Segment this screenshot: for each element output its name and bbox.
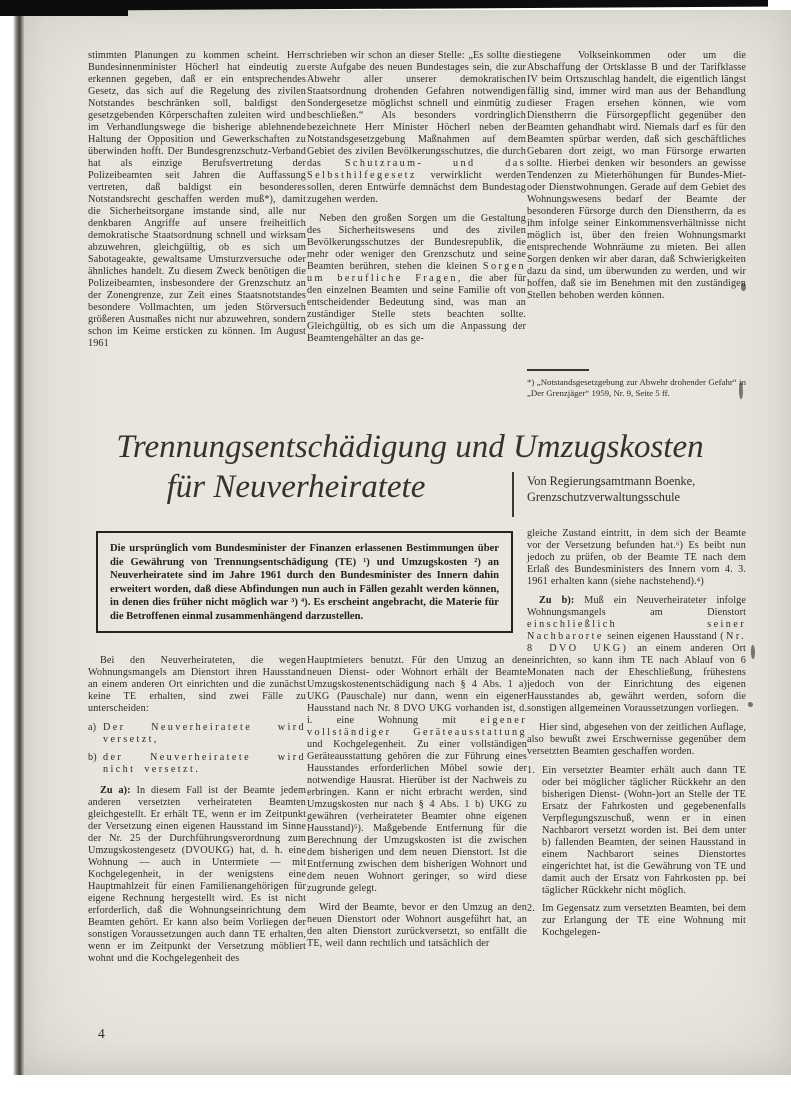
page-number: 4 bbox=[98, 1026, 105, 1041]
list-marker: b) bbox=[88, 752, 97, 763]
paragraph-text: an einem anderen Ort einrichten, so kann ihm TE nach Ablauf von 6 Monaten nach der Eheschließung, frühestens jedoch von der Einrichtung des eigenen Hausstandes ab, gewährt werden, soforn die sonstigen allgemeinen Voraussetzungen vorliegen. bbox=[527, 643, 746, 714]
paragraph-text: schrieben wir schon an dieser Stelle: „Es sollte die erste Aufgabe des neuen Bundestages sein, die zur Abwehr aller unserer demokratischen Staatsordnung drohenden Gefahren notwendigen Sondergesetze möglichst schnell und einmütig zu beschließen.“ Als besonders vordringlich bezeichnete Herr Minister Höcherl neben der Notstandsgesetzgebung Maßnahmen auf dem Gebiet des zivilen Bevölkerungsschutzes, die durch das bbox=[307, 50, 526, 169]
bottom-left-column bbox=[88, 655, 306, 965]
scan-edge-shadow bbox=[13, 10, 24, 1075]
paragraph-text: stimmten Planungen zu kommen scheint. Herr Bundesinnenminister Höcherl hat eindeutig zu erkennen gegeben, daß er ein entsprechendes Gesetz, das sich auf die Regelung des zivilen Notstandes beschränken soll, baldigst den gesetzgebenden Körperschaften zuleiten wird und im Verhandlungswege die bisherige ablehnende Haltung der Opposition und Gewerkschaften zu überwinden hofft. Der Bundesgrenzschutz-Verband hat als einzige Berufsvertretung der Polizeibeamten seit Jahren die Auffassung vertreten, daß baldigst ein besonderes Notstandsrecht geschaffen werden muß*), damit die Sicherheitsorgane imstande sind, alle nur denkbaren Angriffe auf unsere freiheitlich demokratische Staatsordnung schnell und wirksam abzuwehren, gleichgültig, ob es sich um Sabotageakte, gewaltsame Umsturzversuche oder ähnliches handelt. Zu diesem Zweck benötigen die Polizeibeamten, insbesondere der Grenzschutz an der Zonengrenze, zur Zeit eines Staatsnotstandes besondere Vollmachten, um jeden Störversuch größeren Ausmaßes nicht nur abzuwehren, sondern schon im Keime ersticken zu können. Im August 1961 bbox=[88, 50, 306, 349]
list-marker: 1. bbox=[527, 765, 535, 776]
paragraph bbox=[527, 50, 746, 302]
article-headline-line2: für Neuverheiratete bbox=[166, 469, 426, 505]
paragraph bbox=[307, 655, 527, 895]
ink-speck bbox=[751, 645, 755, 659]
paragraph-lead: Zu b): bbox=[539, 595, 575, 606]
paragraph-lead: Zu a): bbox=[100, 785, 131, 796]
paragraph bbox=[88, 655, 306, 715]
article-headline-line1: Trennungsentschädigung und Umzugskosten bbox=[116, 429, 704, 465]
paragraph-text: Neben den großen Sorgen um die Gestaltung des Sicherheitswesens und des zivilen Bevölkerungsschutzes der Bundesrepublik, die mehr oder weniger den Grenzschutz und seine Beamten berühren, stehen die kleinen bbox=[307, 213, 526, 272]
scan-artifact-top-corner bbox=[0, 0, 128, 16]
ink-speck bbox=[748, 702, 753, 707]
emphasized-spaced-text: (Nr. 8 DVO UKG) bbox=[527, 631, 746, 654]
top-right-column bbox=[527, 50, 746, 302]
paragraph-text: verwirklicht werden sollen, deren Entwürfe demnächst dem Bundestag zugehen werden. bbox=[307, 170, 526, 205]
paragraph bbox=[527, 722, 746, 758]
list-marker: 2. bbox=[527, 903, 535, 914]
footnote-text: *) „Notstandsgesetzgebung zur Abwehr drohender Gefahr“ in „Der Grenzjäger“ 1959, Nr. 9, Seite 5 ff. bbox=[527, 377, 746, 398]
paragraph-text: die aber für den einzelnen Beamten und seine Familie oft von entscheidender Bedeutung sind, was man an zuständiger Stelle stets beachten sollte. Gleichgültig, ob es sich um die Anpassung der Beamtengehälter an das ge- bbox=[307, 273, 527, 344]
byline-institution: Grenzschutzverwaltungsschule bbox=[527, 489, 680, 504]
top-middle-column bbox=[307, 50, 526, 345]
paragraph-text: stiegene Volkseinkommen oder um die Abschaffung der Ortsklasse B und der Tarifklasse IV beim Ortszuschlag handelt, die eigentlich längst fällig sind, immer wird man aus der Behandlung dieser Fragen ersehen können, wie vom Dienstherrn die Fürsorgepflicht gegenüber den Beamten gehandhabt wird. Niemals darf es für den Beamten spürbar werden, daß sich geschäftliches Gebaren dort zeigt, wo man Fürsorge erwarten sollte. Hierbei denken wir besonders an gewisse Tendenzen zu Mieterhöhungen für Bundes-Miet- oder Dienstwohnungen. Gerade auf dem Gebiet des Wohnungswesens bedarf der Beamte der besonderen Fürsorge durch den Dienstherrn, da es ihm infolge seiner Einkommensverhältnisse nicht möglich ist, über den freien Wohnungsmarkt entsprechende Wohnräume zu mieten. Bei allen Sorgen denken wir aber daran, daß Schwierigkeiten dazu da sind, um überwunden zu werden, und wir hoffen, daß sie im Benehmen mit den zuständigen Stellen behoben werden können. bbox=[527, 50, 746, 301]
top-left-column bbox=[88, 50, 306, 350]
numbered-list-item bbox=[527, 765, 746, 897]
paragraph bbox=[527, 595, 746, 715]
list-item-text: der Neuverheiratete wird nicht versetzt. bbox=[103, 752, 306, 775]
paragraph bbox=[307, 50, 526, 206]
paragraph-text: seinen eigenen Hausstand bbox=[603, 631, 721, 642]
paragraph-text: und Kochgelegenheit. Zu einer vollständigen Geräteausstattung gehören die zur Führung eines Hausstandes erforderlichen Möbel sowie der notwendige Hausrat. Hierüber ist der Nachweis zu erbringen. Kann er nicht erbracht werden, sind Umzugskosten nur nach § 4 Abs. 1 b) UKG zu gewähren (verheirateter Beamter ohne eigenen Hausstand)⁵). Maßgebende Entfernung für die Berechnung der Umzugskosten ist die zwischen dem bisherigen und dem neuen Dienstort. Ist die Entfernung zwischen dem bisherigen Wohnort und dem neuen Wohnort geringer, so wird diese zugrunde gelegt. bbox=[307, 739, 527, 894]
headline-byline-row bbox=[80, 467, 760, 517]
paragraph bbox=[527, 528, 746, 588]
paragraph-text: Hauptmieters benutzt. Für den Umzug an den neuen Dienst- oder Wohnort erhält der Beamte Umzugskostenentschädigung nach § 4 Abs. 1 a) UKG (Pauschale) nur dann, wenn ein eigener Hausstand nach Nr. 8 DVO UKG vorhanden ist, d. i. eine Wohnung mit bbox=[307, 655, 527, 726]
list-item-text: Ein versetzter Beamter erhält auch dann TE oder bei möglicher täglicher Rückkehr an den bisherigen Dienst- (Wohn-)ort an Stelle der TE Ersatz der Fahrkosten und gegebenenfalls Verpflegungszuschuß, wenn er in einen Nachbarort versetzt worden ist. Bei dem unter b) fallenden Beamten, der seinen Hausstand in einem Nachbarort seines Dienstortes eingerichtet hat, ist die Gewährung von TE und damit auch der Ersatz von Fahrkosten pp. bei täglicher Rückkehr nicht möglich. bbox=[542, 765, 746, 896]
emphasized-spaced-text: Sorgen um berufliche Fragen, bbox=[307, 261, 526, 284]
paragraph bbox=[307, 213, 526, 345]
paragraph-text: gleiche Zustand eintritt, in dem sich der Beamte vor der Versetzung befunden hat.⁶) Es beibt nun jedoch zu prüfen, ob der Beamte TE nach dem Erlaß des Bundesministers des Innern vom 4. 3. 1961 erhalten kann (siehe nachstehend).⁴) bbox=[527, 528, 746, 587]
list-marker: a) bbox=[88, 722, 97, 733]
paragraph-text: In diesem Fall ist der Beamte jedem anderen versetzten verheirateten Beamten gleichgestellt. Er erhält TE, wenn er im Zeitpunkt der Versetzung einen eigenen Hausstand im Sinne der Nr. 25 der Durchführungsverordnung zum Umzugskostengesetz (DVOUKG) hat, d. h. eine Wohnung — auch in Untermiete — mit Kochgelegenheit, in der wenigstens eine Hauptmahlzeit für einen Familienangehörigen für eigene Rechnung hergestellt wird. Es ist nicht erforderlich, daß die Wohnungseinrichtung dem Beamten gehört. Er kann also beim Vorliegen der sonstigen Voraussetzungen auch dann TE erhalten, wenn er im Zeitpunkt der Versetzung möbliert wohnt und die Kochgelegenheit des bbox=[88, 785, 306, 964]
emphasized-spaced-text: Schutzraum- und das Selbsthilfegesetz bbox=[307, 158, 527, 181]
numbered-list-item bbox=[527, 903, 746, 939]
byline bbox=[514, 467, 695, 505]
summary-text: Die ursprünglich vom Bundesminister der Finanzen erlassenen Bestimmungen über die Gewährung von Trennungsentschädigung (TE) ¹) und Umzugskosten ²) an Neuverheiratete sind im Jahre 1961 durch den Bundesminister des Innern dahin erweitert worden, daß diese Abfindungen nun auch in Fällen gezahlt werden können, in denen dies früher nicht möglich war ³) ⁴). Es erscheint angebracht, die Materie für die Betroffenen einmal zusammenhängend darzustellen. bbox=[110, 543, 499, 622]
paragraph-text: Hier sind, abgesehen von der zeitlichen Auflage, also bewußt zwei Erschwernisse gegenüber dem versetzten Beamten geschaffen worden. bbox=[527, 722, 746, 757]
paragraph bbox=[307, 902, 527, 950]
paragraph-text: Wird der Beamte, bevor er den Umzug an den neuen Dienstort oder Wohnort ausgeführt hat, an den alten Dienstort zurückversetzt, so entfällt die TE, weil dann rechtlich und tatsächlich der bbox=[307, 902, 527, 949]
summary-box bbox=[96, 531, 513, 633]
lettered-list-item bbox=[88, 752, 306, 776]
emphasized-spaced-text: einschließlich seiner Nachbarorte bbox=[527, 619, 746, 642]
lettered-list-item bbox=[88, 722, 306, 746]
bottom-middle-column bbox=[307, 655, 527, 950]
paragraph bbox=[88, 785, 306, 965]
footnote bbox=[527, 377, 746, 398]
byline-author: Von Regierungsamtmann Boenke, bbox=[527, 474, 696, 488]
footnote-rule bbox=[527, 369, 589, 371]
paragraph bbox=[88, 50, 306, 350]
paragraph-text: Bei den Neuverheirateten, die wegen Wohnungsmangels am Dienstort ihren Hausstand an einem anderen Ort einrichten und die zunächst keine TE erhalten, sind zwei Fälle zu unterscheiden: bbox=[88, 655, 306, 714]
bottom-right-column bbox=[527, 528, 746, 945]
list-item-text: Im Gegensatz zum versetzten Beamten, bei dem zur Erlangung der TE eine Wohnung mit Kochgelegen- bbox=[542, 903, 746, 938]
list-item-text: Der Neuverheiratete wird versetzt, bbox=[103, 722, 306, 745]
emphasized-spaced-text: eigener vollständiger Geräteausstattung bbox=[307, 715, 527, 738]
paragraph-text: Muß ein Neuverheirateter infolge Wohnungsmangels am Dienstort bbox=[527, 595, 746, 618]
